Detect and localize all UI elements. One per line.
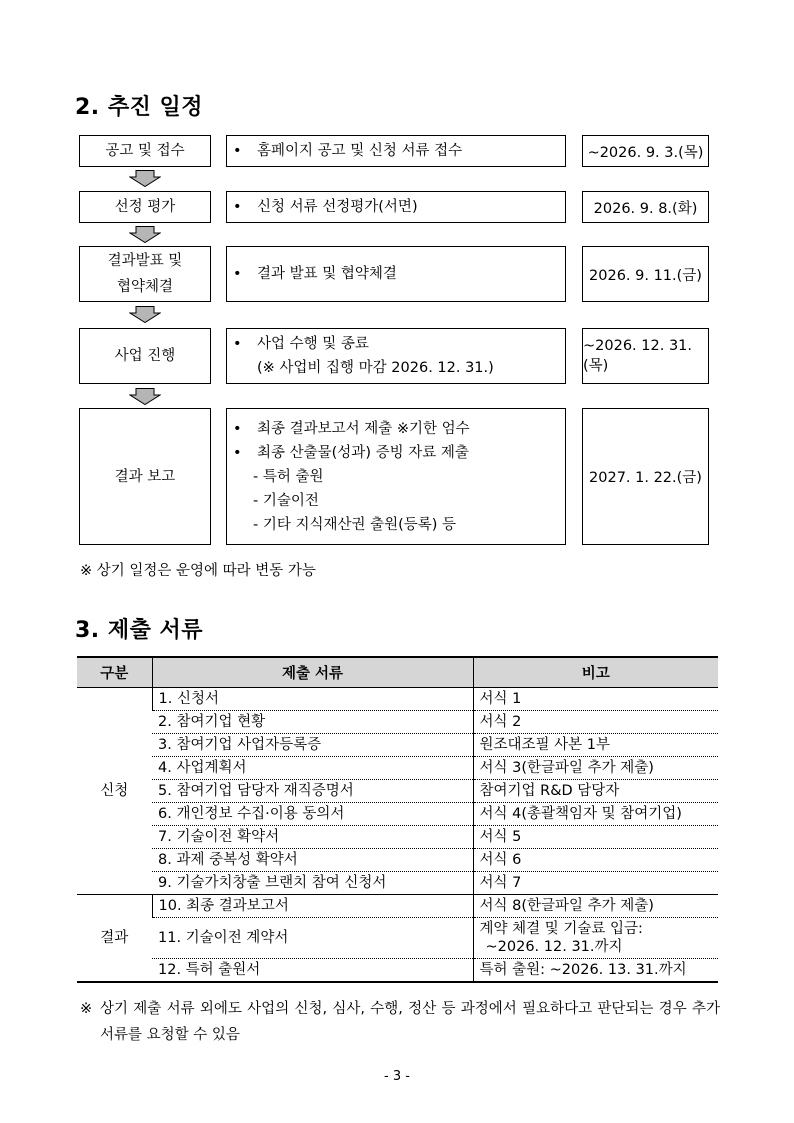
- remark-cell: 서식 6: [473, 849, 718, 872]
- remark-cell: 서식 3(한글파일 추가 제출): [473, 757, 718, 780]
- note-mark: ※: [80, 1001, 93, 1017]
- doc-cell: 4. 사업계획서: [152, 757, 473, 780]
- step-5-line: • 최종 결과보고서 제출 ※기한 엄수: [233, 417, 565, 441]
- table-row: [77, 803, 718, 826]
- doc-cell: 3. 참여기업 사업자등록증: [152, 734, 473, 757]
- remark-cell: 서식 2: [473, 711, 718, 734]
- step-1-desc: [226, 135, 566, 167]
- table-row: [77, 849, 718, 872]
- doc-cell: 11. 기술이전 계약서: [152, 918, 473, 959]
- step-5-name: 결과 보고: [79, 408, 211, 545]
- down-arrow-icon: [129, 306, 161, 323]
- down-arrow-icon: [129, 226, 161, 243]
- table-header-row: [77, 657, 718, 688]
- down-arrow-icon: [129, 170, 161, 187]
- schedule-note: ※ 상기 일정은 운영에 따라 변동 가능: [80, 563, 316, 579]
- section-2-title: 2. 추진 일정: [75, 95, 203, 120]
- remark-cell: 특허 출원: ~2026. 13. 31.까지: [473, 959, 718, 983]
- down-arrow-icon: [129, 388, 161, 405]
- step-3-name-line: 협약체결: [116, 279, 174, 295]
- remark-cell: [473, 918, 718, 959]
- step-1-date: ~2026. 9. 3.(목): [582, 135, 709, 167]
- step-5-desc: [226, 408, 566, 545]
- remark-cell: 원조대조필 사본 1부: [473, 734, 718, 757]
- table-row: [77, 872, 718, 895]
- remark-cell: 서식 7: [473, 872, 718, 895]
- step-5-subline: - 기술이전: [253, 492, 319, 509]
- category-result: 결과: [77, 895, 152, 983]
- step-1-line: • 홈페이지 공고 및 신청 서류 접수: [233, 139, 565, 163]
- remark-cell: 서식 8(한글파일 추가 제출): [473, 895, 718, 918]
- remark-cell: 서식 4(총괄책임자 및 참여기업): [473, 803, 718, 826]
- header-remark: 비고: [473, 657, 718, 688]
- step-2-name: 선정 평가: [79, 191, 211, 223]
- step-3-name-line: 결과발표 및: [107, 253, 183, 269]
- table-row: [77, 734, 718, 757]
- table-row: [77, 959, 718, 983]
- doc-cell: 12. 특허 출원서: [152, 959, 473, 983]
- documents-note: [80, 996, 720, 1048]
- step-3-desc: [226, 246, 566, 302]
- table-row: [77, 780, 718, 803]
- step-4-desc: [226, 328, 566, 384]
- doc-cell: 8. 과제 중복성 확약서: [152, 849, 473, 872]
- doc-cell: 6. 개인정보 수집·이용 동의서: [152, 803, 473, 826]
- step-4-note: (※ 사업비 집행 마감 2026. 12. 31.): [257, 360, 494, 376]
- step-3-name: [79, 246, 211, 302]
- doc-cell: 10. 최종 결과보고서: [152, 895, 473, 918]
- remark-line: 계약 체결 및 기술료 입금:: [479, 921, 643, 937]
- step-3-date: 2026. 9. 11.(금): [582, 246, 709, 302]
- documents-table: [77, 656, 718, 983]
- doc-cell: 7. 기술이전 확약서: [152, 826, 473, 849]
- note-text: 상기 제출 서류 외에도 사업의 신청, 심사, 수행, 정산 등 과정에서 필요하다고 판단되는 경우 추가 서류를 요청할 수 있음: [100, 1001, 720, 1043]
- doc-cell: 5. 참여기업 담당자 재직증명서: [152, 780, 473, 803]
- step-4-name: 사업 진행: [79, 328, 211, 384]
- header-document: 제출 서류: [152, 657, 473, 688]
- table-row: [77, 711, 718, 734]
- table-row: [77, 826, 718, 849]
- section-3-title: 3. 제출 서류: [75, 618, 203, 643]
- step-5-subline: - 특허 출원: [253, 468, 324, 485]
- table-row: [77, 757, 718, 780]
- table-row: [77, 918, 718, 959]
- step-5-subline: - 기타 지식재산권 출원(등록) 등: [253, 516, 457, 533]
- doc-cell: 2. 참여기업 현황: [152, 711, 473, 734]
- step-2-desc: [226, 191, 566, 223]
- step-3-line: • 결과 발표 및 협약체결: [233, 262, 565, 286]
- remark-cell: 서식 5: [473, 826, 718, 849]
- doc-cell: 9. 기술가치창출 브랜치 참여 신청서: [152, 872, 473, 895]
- step-1-name: 공고 및 접수: [79, 135, 211, 167]
- step-4-date: ~2026. 12. 31.(목): [582, 328, 709, 384]
- remark-line: ~2026. 12. 31.까지: [485, 939, 623, 955]
- table-row: [77, 895, 718, 918]
- remark-cell: 서식 1: [473, 688, 718, 711]
- step-4-line: • 사업 수행 및 종료: [233, 332, 565, 356]
- category-apply: 신청: [77, 688, 152, 895]
- step-5-line: • 최종 산출물(성과) 증빙 자료 제출: [233, 441, 565, 465]
- step-5-date: 2027. 1. 22.(금): [582, 408, 709, 545]
- table-row: [77, 688, 718, 711]
- header-category: 구분: [77, 657, 152, 688]
- remark-cell: 참여기업 R&D 담당자: [473, 780, 718, 803]
- doc-cell: 1. 신청서: [152, 688, 473, 711]
- page-number: - 3 -: [384, 1069, 410, 1084]
- step-2-date: 2026. 9. 8.(화): [582, 191, 709, 223]
- step-2-line: • 신청 서류 선정평가(서면): [233, 195, 565, 219]
